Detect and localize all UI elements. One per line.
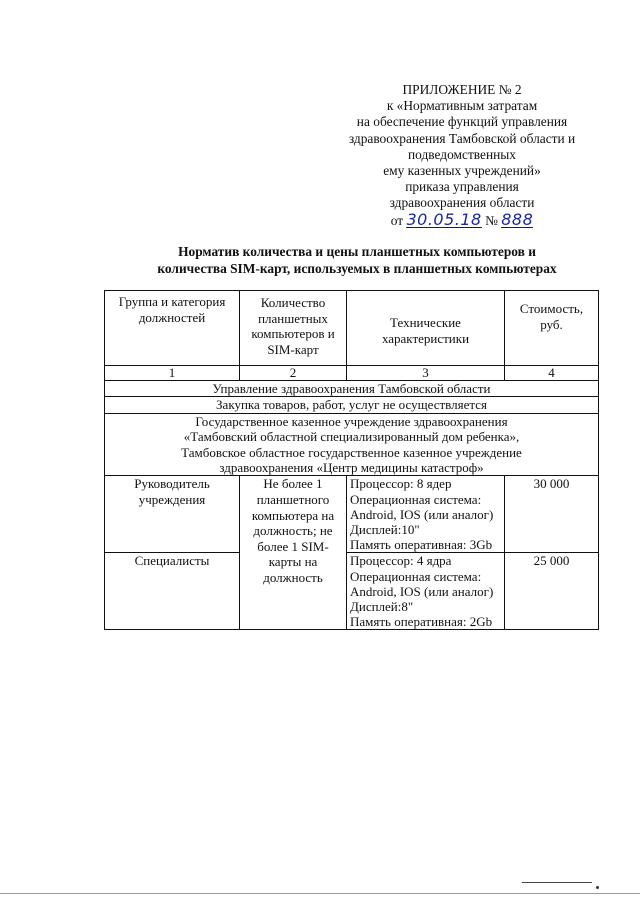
date-prefix: от	[390, 212, 404, 228]
procurement-note: Закупка товаров, работ, услуг не осуществляется	[105, 397, 599, 413]
spec-line: Процессор: 8 ядер	[350, 476, 452, 492]
department-row	[105, 381, 599, 397]
cost-cell: 30 000	[505, 476, 599, 553]
column-number: 2	[240, 366, 347, 381]
column-number-row	[105, 366, 599, 381]
institution-line: Государственное казенное учреждение здравоохранения	[195, 413, 508, 429]
institution-line: здравоохранения «Центр медицины катастроф»	[219, 460, 484, 476]
table-row	[105, 553, 599, 630]
appendix-block	[328, 82, 596, 230]
appendix-line: ему казенных учреждений»	[383, 163, 541, 179]
order-date-line	[328, 209, 596, 230]
appendix-line: приказа управления	[405, 179, 519, 195]
header-specs: Технические характеристики	[347, 291, 505, 366]
handwritten-number: 888	[501, 209, 534, 229]
procurement-row	[105, 397, 599, 413]
institutions-row	[105, 413, 599, 476]
column-number: 1	[105, 366, 240, 381]
appendix-line: подведомственных	[407, 146, 517, 162]
scan-edge-line	[0, 893, 640, 894]
spec-line: Дисплей:10"	[350, 522, 420, 538]
spec-line: Память оперативная: 3Gb	[350, 537, 493, 553]
department-name: Управление здравоохранения Тамбовской области	[105, 381, 599, 397]
spec-line: Операционная система: Android, IOS (или аналог)	[350, 491, 494, 522]
footer-mark	[522, 882, 592, 883]
appendix-line: здравоохранения области	[389, 195, 535, 211]
spec-line: Дисплей:8"	[350, 599, 414, 615]
appendix-line: к «Нормативным затратам	[386, 98, 538, 114]
norm-table	[104, 290, 599, 630]
header-quantity: Количество планшетных компьютеров и SIM-карт	[240, 291, 347, 366]
title-line: количества SIM-карт, используемых в планшетных компьютерах	[157, 260, 557, 276]
group-cell: Руководитель учреждения	[105, 476, 240, 553]
table-row	[105, 476, 599, 553]
handwritten-date: 30.05.18	[406, 209, 482, 229]
quantity-cell: Не более 1 планшетного компьютера на должность; не более 1 SIM-карты на должность	[240, 476, 347, 630]
cost-cell: 25 000	[505, 553, 599, 630]
document-title	[118, 244, 596, 277]
specs-cell	[347, 476, 505, 553]
title-line: Норматив количества и цены планшетных компьютеров и	[178, 244, 536, 259]
table-header-row	[105, 291, 599, 366]
appendix-line: здравоохранения Тамбовской области и	[348, 130, 576, 146]
appendix-line: на обеспечение функций управления	[356, 114, 568, 130]
header-cost: Стоимость, руб.	[505, 291, 599, 366]
institutions-cell	[105, 413, 599, 476]
header-group: Группа и категория должностей	[105, 291, 240, 366]
institution-line: «Тамбовский областной специализированный дом ребенка»,	[183, 429, 520, 445]
appendix-line: ПРИЛОЖЕНИЕ № 2	[402, 82, 522, 97]
group-cell: Специалисты	[105, 553, 240, 630]
column-number: 3	[347, 366, 505, 381]
specs-cell	[347, 553, 505, 630]
spec-line: Процессор: 4 ядра	[350, 553, 452, 569]
spec-line: Память оперативная: 2Gb	[350, 614, 493, 630]
column-number: 4	[505, 366, 599, 381]
number-prefix: №	[485, 212, 498, 228]
institution-line: Тамбовское областное государственное казенное учреждение	[181, 444, 522, 460]
footer-dot	[596, 886, 599, 889]
spec-line: Операционная система: Android, IOS (или аналог)	[350, 568, 494, 599]
